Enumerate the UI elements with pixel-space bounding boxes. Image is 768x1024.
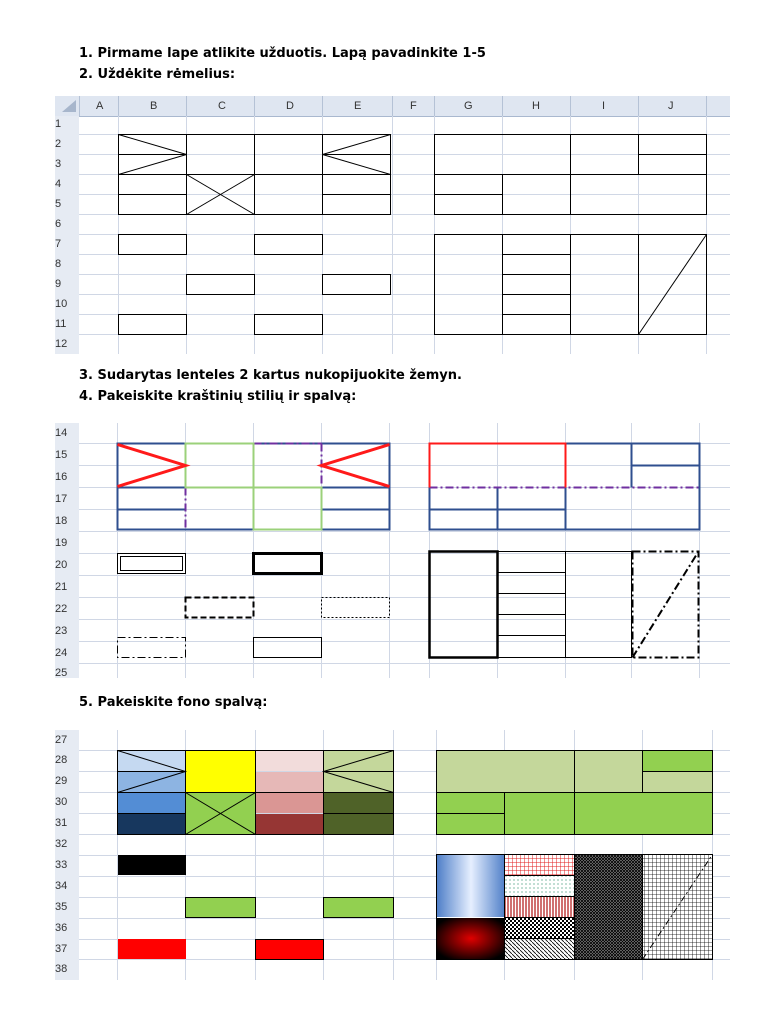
row-number-18: 18 (55, 515, 68, 527)
row-number-16: 16 (55, 471, 68, 483)
row-number-19: 19 (55, 537, 68, 549)
fill-color-grid (0, 730, 768, 980)
row-number-36: 36 (55, 922, 68, 934)
row-number-15: 15 (55, 449, 68, 461)
border-exercise-grid (0, 96, 768, 354)
select-all-corner-icon (62, 100, 76, 112)
row-number-20: 20 (55, 559, 68, 571)
row-number-23: 23 (55, 625, 68, 637)
row-number-7: 7 (55, 238, 62, 250)
instruction-step-5: 5. Pakeiskite fono spalvą: (79, 695, 268, 710)
row-number-3: 3 (55, 158, 62, 170)
spreadsheet-snapshot-border-styles (0, 423, 768, 678)
row-number-27: 27 (55, 734, 68, 746)
row-number-17: 17 (55, 493, 68, 505)
row-number-12: 12 (55, 338, 68, 350)
row-number-38: 38 (55, 963, 68, 975)
column-header-b: B (150, 100, 158, 112)
right-table-borders (435, 135, 707, 335)
row-number-11: 11 (55, 318, 67, 330)
row-number-5: 5 (55, 198, 62, 210)
instruction-step-2: 2. Uždėkite rėmelius: (79, 67, 236, 82)
row-number-25: 25 (55, 667, 68, 679)
instruction-step-1: 1. Pirmame lape atlikite užduotis. Lapą pavadinkite 1-5 (79, 46, 486, 61)
instruction-step-4: 4. Pakeiskite kraštinių stilių ir spalvą: (79, 389, 357, 404)
row-number-24: 24 (55, 647, 68, 659)
border-style-grid (0, 423, 768, 678)
row-number-29: 29 (55, 775, 68, 787)
row-number-1: 1 (55, 118, 62, 130)
column-header-f: F (410, 100, 417, 112)
row-number-9: 9 (55, 278, 62, 290)
row-number-10: 10 (55, 298, 68, 310)
column-header-c: C (218, 100, 226, 112)
column-header-a: A (96, 100, 104, 112)
row-number-30: 30 (55, 796, 68, 808)
spreadsheet-snapshot-borders (0, 96, 768, 354)
row-number-35: 35 (55, 901, 68, 913)
row-number-28: 28 (55, 754, 68, 766)
row-number-14: 14 (55, 427, 68, 439)
row-number-37: 37 (55, 943, 68, 955)
row-number-34: 34 (55, 880, 68, 892)
spreadsheet-snapshot-fill-colors (0, 730, 768, 980)
column-header-separators (80, 96, 707, 116)
instruction-step-3: 3. Sudarytas lenteles 2 kartus nukopijuokite žemyn. (79, 368, 462, 383)
column-header-h: H (532, 100, 540, 112)
row-number-8: 8 (55, 258, 62, 270)
column-header-e: E (354, 100, 362, 112)
column-header-i: I (602, 100, 606, 112)
row-number-32: 32 (55, 838, 68, 850)
row-number-4: 4 (55, 178, 62, 190)
column-header-g: G (464, 100, 473, 112)
column-header-d: D (286, 100, 294, 112)
row-number-22: 22 (55, 603, 68, 615)
right-styled-borders (430, 444, 700, 658)
row-number-21: 21 (55, 581, 68, 593)
column-header-j: J (668, 100, 674, 112)
row-number-2: 2 (55, 138, 62, 150)
row-number-33: 33 (55, 859, 68, 871)
row-number-6: 6 (55, 218, 62, 230)
row-number-31: 31 (55, 817, 68, 829)
